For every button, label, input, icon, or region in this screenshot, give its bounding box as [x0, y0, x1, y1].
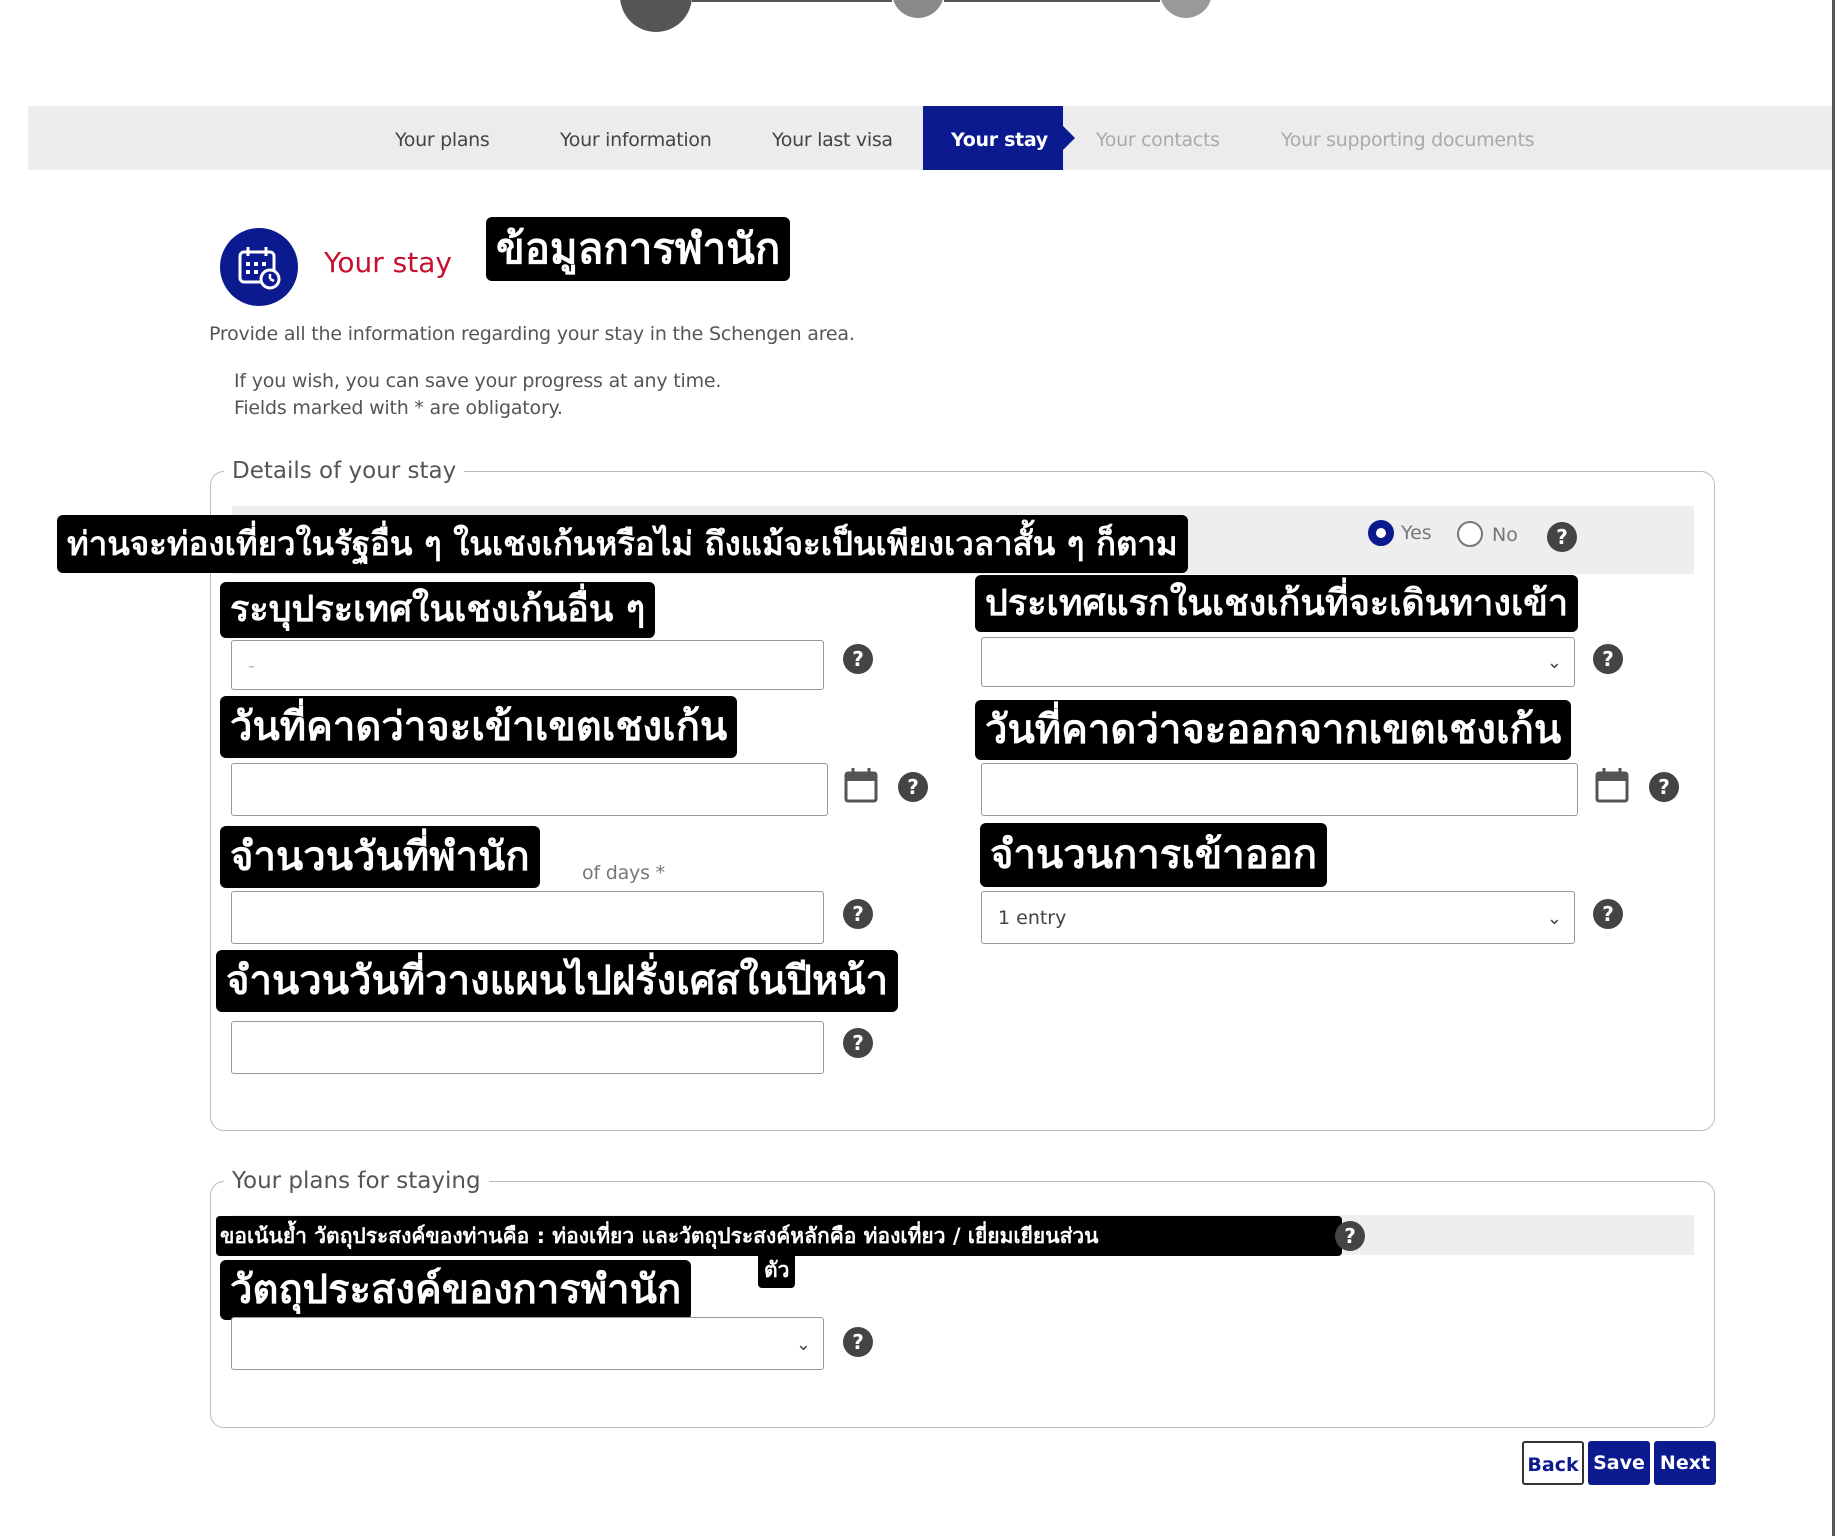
- help-icon[interactable]: ?: [1593, 644, 1623, 674]
- help-icon[interactable]: ?: [1547, 522, 1577, 552]
- other-states-question: ท่านจะท่องเที่ยวในรัฐอื่น ๆ ในเชงเก้นหรือไม่ ถึงแม้จะเป็นเพียงเวลาสั้น ๆ ก็ตาม: [57, 515, 1188, 573]
- progress-line-1: [692, 0, 892, 2]
- help-icon[interactable]: ?: [843, 1327, 873, 1357]
- chevron-down-icon: ⌄: [795, 1334, 811, 1355]
- departure-date-input[interactable]: [981, 763, 1578, 816]
- next-year-days-label: จำนวนวันที่วางแผนไปฝรั่งเศสในปีหน้า: [216, 950, 898, 1012]
- radio-yes-label: Yes: [1401, 522, 1432, 544]
- radio-yes[interactable]: [1368, 520, 1394, 546]
- chevron-down-icon: ⌄: [1546, 908, 1562, 929]
- tab-your-last-visa[interactable]: Your last visa: [772, 129, 893, 151]
- save-button[interactable]: Save: [1588, 1441, 1650, 1485]
- help-icon[interactable]: ?: [843, 1028, 873, 1058]
- other-countries-label: ระบุประเทศในเชงเก้นอื่น ๆ: [220, 582, 655, 638]
- calendar-icon[interactable]: [844, 767, 878, 803]
- purpose-note: [216, 1216, 1342, 1256]
- days-label: จำนวนวันที่พำนัก: [220, 826, 540, 888]
- progress-line-2: [944, 0, 1160, 2]
- purpose-note-line2: ตัว: [758, 1252, 795, 1288]
- back-button[interactable]: Back: [1522, 1441, 1584, 1485]
- stay-calendar-icon: [220, 228, 298, 306]
- required-fields-note: Fields marked with * are obligatory.: [234, 397, 563, 419]
- progress-step-3: [1160, 0, 1212, 18]
- entries-label: จำนวนการเข้าออก: [980, 823, 1327, 887]
- intro-text: Provide all the information regarding your stay in the Schengen area.: [209, 323, 855, 345]
- days-label-suffix: of days *: [582, 862, 665, 884]
- help-icon[interactable]: ?: [843, 644, 873, 674]
- radio-no[interactable]: [1457, 521, 1483, 547]
- page-title-thai-tag: ข้อมูลการพำนัก: [486, 217, 790, 281]
- save-progress-note: If you wish, you can save your progress at any time.: [234, 370, 722, 392]
- purpose-select[interactable]: [231, 1317, 824, 1370]
- departure-date-label: วันที่คาดว่าจะออกจากเขตเชงเก้น: [975, 700, 1571, 760]
- tab-your-stay[interactable]: Your stay: [923, 106, 1063, 170]
- arrival-date-input[interactable]: [231, 763, 828, 816]
- page-title: Your stay: [324, 246, 452, 279]
- progress-step-1: [620, 0, 692, 32]
- radio-no-label: No: [1492, 524, 1518, 546]
- arrival-date-label: วันที่คาดว่าจะเข้าเขตเชงเก้น: [220, 696, 737, 758]
- first-entry-country-select[interactable]: [981, 637, 1575, 687]
- next-button[interactable]: Next: [1654, 1441, 1716, 1485]
- next-year-days-input[interactable]: [231, 1021, 824, 1074]
- details-legend: Details of your stay: [224, 458, 464, 484]
- help-icon[interactable]: ?: [1649, 772, 1679, 802]
- help-icon[interactable]: ?: [843, 899, 873, 929]
- help-icon[interactable]: ?: [1593, 899, 1623, 929]
- help-icon[interactable]: ?: [898, 772, 928, 802]
- help-icon[interactable]: ?: [1335, 1221, 1365, 1251]
- tab-your-supporting-documents: Your supporting documents: [1281, 129, 1535, 151]
- purpose-note-line1: ขอเน้นย้ำ วัตถุประสงค์ของท่านคือ : ท่องเที่ยว และวัตถุประสงค์หลักคือ ท่องเที่ยว / เยี่ยมเยียนส่วน: [220, 1224, 1099, 1248]
- tab-your-information[interactable]: Your information: [560, 129, 712, 151]
- tab-your-contacts: Your contacts: [1096, 129, 1220, 151]
- entries-value: 1 entry: [998, 907, 1067, 929]
- first-entry-country-label: ประเทศแรกในเชงเก้นที่จะเดินทางเข้า: [975, 575, 1578, 632]
- purpose-label: วัตถุประสงค์ของการพำนัก: [220, 1260, 691, 1320]
- plans-legend: Your plans for staying: [224, 1168, 489, 1194]
- tab-your-plans[interactable]: Your plans: [395, 129, 490, 151]
- days-input[interactable]: [231, 891, 824, 944]
- calendar-icon[interactable]: [1595, 767, 1629, 803]
- other-countries-input[interactable]: -: [231, 640, 824, 690]
- entries-select[interactable]: [981, 891, 1575, 944]
- progress-step-2: [892, 0, 944, 18]
- chevron-down-icon: ⌄: [1546, 652, 1562, 673]
